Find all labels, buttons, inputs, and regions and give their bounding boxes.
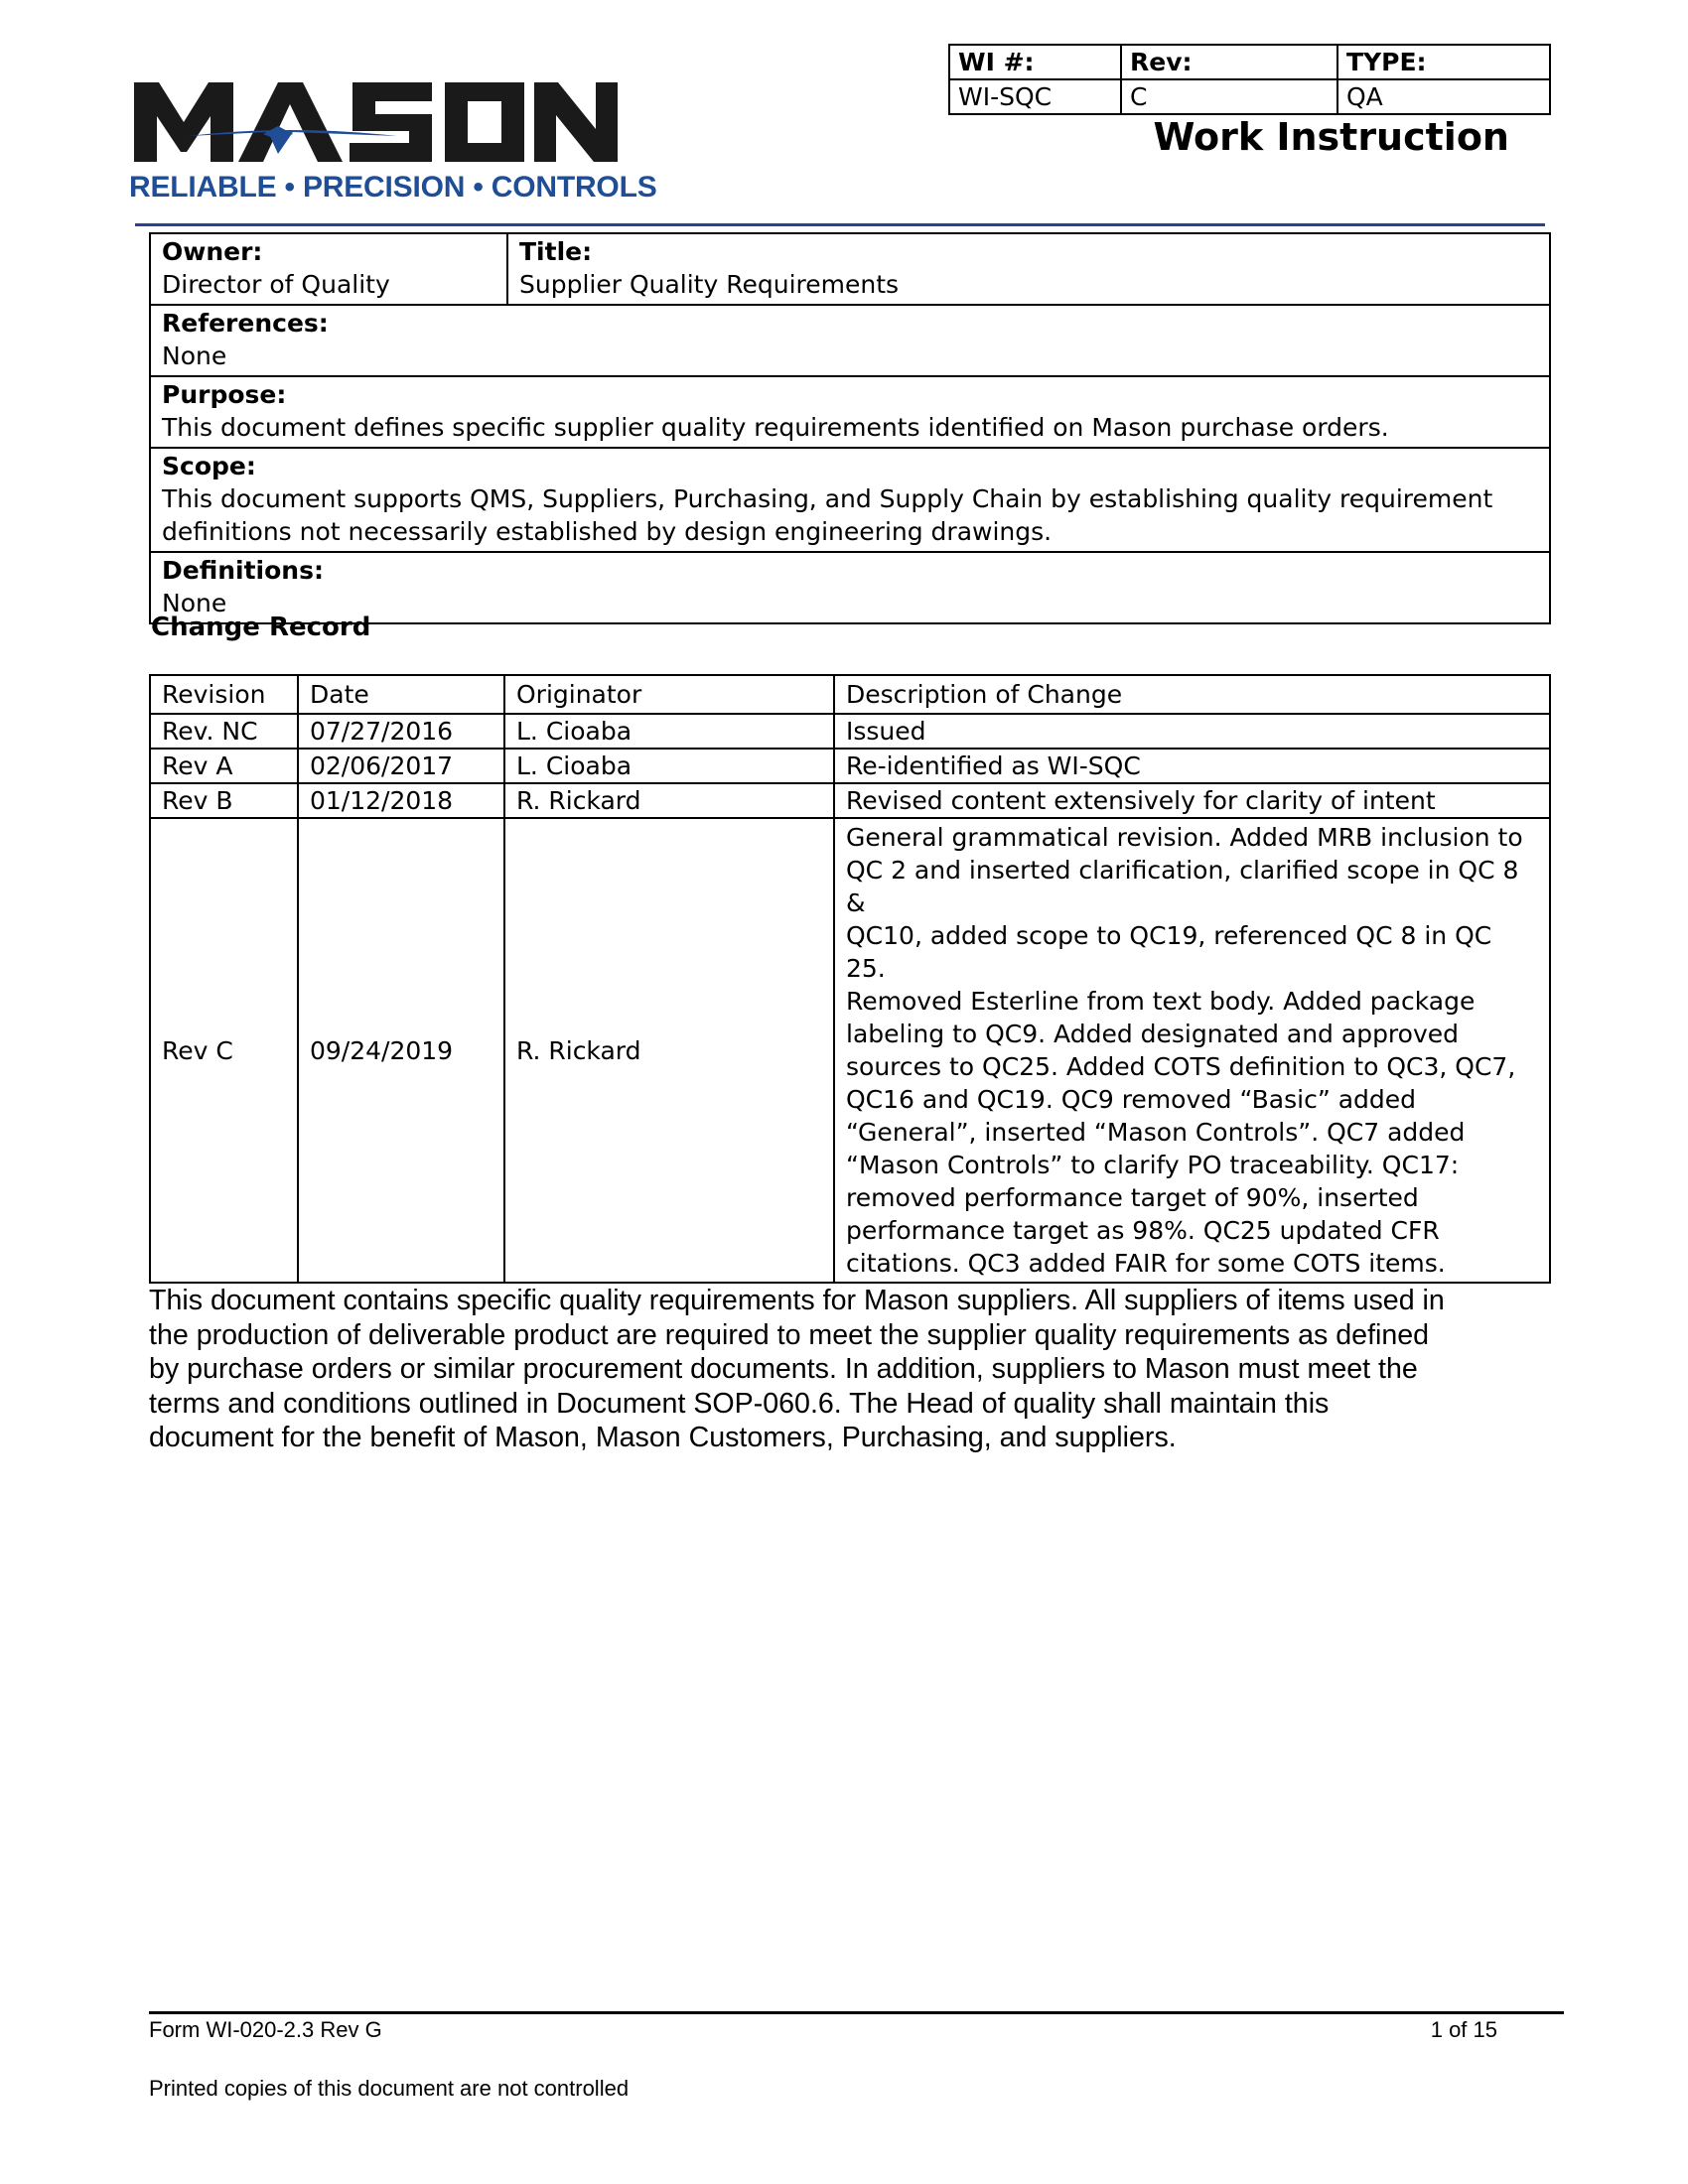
header-divider: [135, 223, 1545, 226]
description-line: “General”, inserted “Mason Controls”. QC7 added: [846, 1118, 1466, 1147]
wi-number-label: WI #:: [949, 45, 1121, 79]
description-line: performance target as 98%. QC25 updated CFR: [846, 1216, 1440, 1245]
revision-value: C: [1121, 79, 1337, 114]
description-line: “Mason Controls” to clarify PO traceability. QC17:: [846, 1151, 1460, 1179]
owner-cell: [150, 233, 507, 305]
type-label: TYPE:: [1337, 45, 1550, 79]
description-line: removed performance target of 90%, inserted: [846, 1183, 1419, 1212]
revision-cell: Rev. NC: [150, 714, 298, 749]
date-cell: 01/12/2018: [298, 783, 504, 818]
description-cell: Issued: [834, 714, 1550, 749]
logo-tagline: RELIABLE • PRECISION • CONTROLS: [129, 171, 657, 204]
title-label: Title:: [519, 237, 593, 266]
revision-label: Rev:: [1121, 45, 1337, 79]
title-value: Supplier Quality Requirements: [519, 270, 900, 299]
table-row: [150, 749, 1550, 783]
document-info-table: [149, 232, 1551, 624]
control-notice: Printed copies of this document are not controlled: [149, 2076, 630, 2101]
description-line: sources to QC25. Added COTS definition to QC3, QC7,: [846, 1052, 1516, 1081]
column-header-date: Date: [298, 675, 504, 714]
page-number: 1 of 15: [1430, 2017, 1497, 2042]
description-line: citations. QC3 added FAIR for some COTS items.: [846, 1249, 1446, 1278]
paragraph-line: by purchase orders or similar procurement documents. In addition, suppliers to Mason must meet the: [149, 1353, 1418, 1385]
description-cell: Revised content extensively for clarity of intent: [834, 783, 1550, 818]
intro-paragraph: [149, 1284, 1549, 1455]
purpose-value: This document defines specific supplier quality requirements identified on Mason purchase orders.: [162, 413, 1389, 442]
references-label: References:: [162, 309, 329, 338]
references-value: None: [162, 341, 227, 370]
references-cell: [150, 305, 1550, 376]
description-line: labeling to QC9. Added designated and approved: [846, 1020, 1460, 1048]
paragraph-line: the production of deliverable product are required to meet the supplier quality requirements as defined: [149, 1318, 1430, 1351]
paragraph-line: terms and conditions outlined in Document SOP-060.6. The Head of quality shall maintain this: [149, 1387, 1330, 1420]
wi-number-value: WI-SQC: [949, 79, 1121, 114]
originator-cell: L. Cioaba: [504, 714, 834, 749]
paragraph-line: This document contains specific quality requirements for Mason suppliers. All suppliers of items used in: [149, 1285, 1445, 1316]
revision-cell: Rev C: [150, 818, 298, 1283]
description-cell: Re-identified as WI-SQC: [834, 749, 1550, 783]
table-row: [150, 714, 1550, 749]
paragraph-line: document for the benefit of Mason, Mason Customers, Purchasing, and suppliers.: [149, 1422, 1177, 1453]
revision-cell: Rev A: [150, 749, 298, 783]
description-cell: [834, 818, 1550, 1283]
originator-cell: L. Cioaba: [504, 749, 834, 783]
column-header-description: Description of Change: [834, 675, 1550, 714]
definitions-label: Definitions:: [162, 556, 324, 585]
description-line: QC 2 and inserted clarification, clarified scope in QC 8 &: [846, 856, 1519, 917]
change-record-table: [149, 674, 1551, 1284]
type-value: QA: [1337, 79, 1550, 114]
column-header-revision: Revision: [150, 675, 298, 714]
originator-cell: R. Rickard: [504, 783, 834, 818]
scope-cell: [150, 448, 1550, 552]
document-type-title: Work Instruction: [1153, 115, 1509, 159]
revision-cell: Rev B: [150, 783, 298, 818]
column-header-originator: Originator: [504, 675, 834, 714]
owner-value: Director of Quality: [162, 270, 390, 299]
scope-value-line-2: definitions not necessarily established by design engineering drawings.: [162, 517, 1053, 546]
scope-label: Scope:: [162, 452, 256, 480]
form-id: Form WI-020-2.3 Rev G: [149, 2017, 382, 2042]
title-cell: [507, 233, 1550, 305]
mason-wordmark-logo: [129, 74, 626, 169]
table-row: [150, 783, 1550, 818]
date-cell: 02/06/2017: [298, 749, 504, 783]
change-record-title: Change Record: [151, 613, 371, 642]
originator-cell: R. Rickard: [504, 818, 834, 1283]
description-line: Removed Esterline from text body. Added package: [846, 987, 1476, 1016]
date-cell: 09/24/2019: [298, 818, 504, 1283]
date-cell: 07/27/2016: [298, 714, 504, 749]
scope-value-line-1: This document supports QMS, Suppliers, Purchasing, and Supply Chain by establishing quality requirement: [162, 484, 1493, 513]
purpose-cell: [150, 376, 1550, 448]
table-header-row: [150, 675, 1550, 714]
table-row: [150, 818, 1550, 1283]
description-line: General grammatical revision. Added MRB inclusion to: [846, 823, 1523, 852]
document-id-table: [948, 44, 1551, 115]
definitions-value: None: [162, 589, 227, 617]
description-line: QC10, added scope to QC19, referenced QC 8 in QC 25.: [846, 921, 1492, 983]
purpose-label: Purpose:: [162, 380, 287, 409]
owner-label: Owner:: [162, 237, 263, 266]
footer-divider: [149, 2011, 1564, 2014]
description-line: QC16 and QC19. QC9 removed “Basic” added: [846, 1085, 1417, 1114]
